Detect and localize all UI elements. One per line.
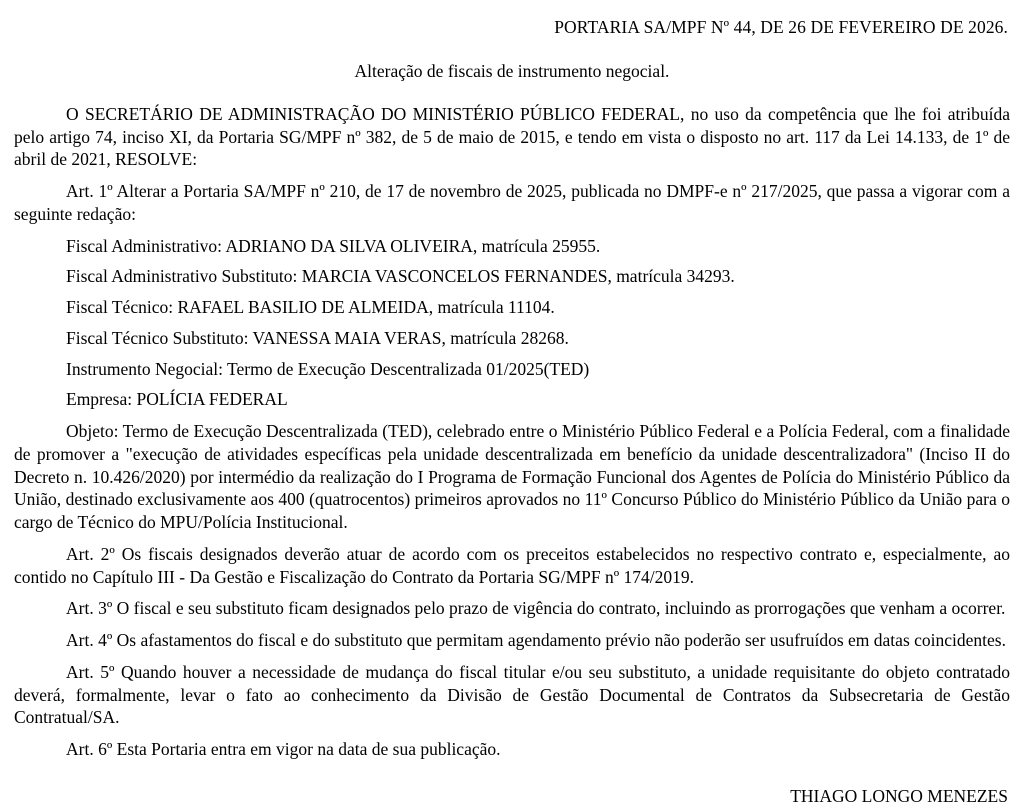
list-item: Empresa: POLÍCIA FEDERAL xyxy=(66,389,288,410)
document-subtitle: Alteração de fiscais de instrumento negocial. xyxy=(354,61,670,82)
article-4-paragraph: Art. 4º Os afastamentos do fiscal e do substituto que permitam agendamento prévio não poderão ser usufruídos em datas coincidentes. xyxy=(66,630,1006,651)
list-item: Fiscal Administrativo: ADRIANO DA SILVA OLIVEIRA, matrícula 25955. xyxy=(66,235,601,256)
list-item: Fiscal Administrativo Substituto: MARCIA VASCONCELOS FERNANDES, matrícula 34293. xyxy=(66,266,735,287)
article-1-paragraph: Art. 1º Alterar a Portaria SA/MPF nº 210, de 17 de novembro de 2025, publicada no DMPF-e nº 217/2025, que passa a vigorar com a seguinte redação: xyxy=(14,181,1010,224)
list-item: Fiscal Técnico Substituto: VANESSA MAIA VERAS, matrícula 28268. xyxy=(66,327,569,348)
article-3-paragraph: Art. 3º O fiscal e seu substituto ficam designados pelo prazo de vigência do contrato, incluindo as prorrogações que venham a ocorrer. xyxy=(66,598,1006,619)
objeto-paragraph: Objeto: Termo de Execução Descentralizada (TED), celebrado entre o Ministério Público Federal e a Polícia Federal, com a finalidade de promover a "execução de atividades específicas pela unidade descentralizada em benefício da unidade descentralizadora" (Inciso II do Decreto n. 10.426/2020) por intermédio da realização do I Programa de Formação Funcional dos Agentes de Polícia do Ministério Público da União, destinado exclusivamente aos 400 (quatrocentos) primeiros aprovados no 11º Concurso Público do Ministério Público da União para o cargo de Técnico do MPU/Polícia Institucional. xyxy=(14,421,1010,533)
signature-name: THIAGO LONGO MENEZES xyxy=(790,785,1008,806)
page-title: PORTARIA SA/MPF Nº 44, DE 26 DE FEVEREIRO DE 2026. xyxy=(554,17,1008,37)
list-item: Fiscal Técnico: RAFAEL BASILIO DE ALMEIDA, matrícula 11104. xyxy=(66,297,555,318)
article-6-paragraph: Art. 6º Esta Portaria entra em vigor na data de sua publicação. xyxy=(66,739,501,760)
preamble-paragraph: O SECRETÁRIO DE ADMINISTRAÇÃO DO MINISTÉRIO PÚBLICO FEDERAL, no uso da competência que lhe foi atribuída pelo artigo 74, inciso XI, da Portaria SG/MPF nº 382, de 5 de maio de 2015, e tendo em vista o disposto no art. 117 da Lei 14.133, de 1º de abril de 2021, RESOLVE: xyxy=(14,103,1010,170)
article-2-paragraph: Art. 2º Os fiscais designados deverão atuar de acordo com os preceitos estabelecidos no respectivo contrato e, especialmente, ao contido no Capítulo III - Da Gestão e Fiscalização do Contrato da Portaria SG/MPF nº 174/2019. xyxy=(14,543,1010,587)
list-item: Instrumento Negocial: Termo de Execução Descentralizada 01/2025(TED) xyxy=(66,358,590,379)
article-5-paragraph: Art. 5º Quando houver a necessidade de mudança do fiscal titular e/ou seu substituto, a unidade requisitante do objeto contratado deverá, formalmente, levar o fato ao conhecimento da Divisão de Gestão Documental de Contratos da Subsecretaria de Gestão Contratual/SA. xyxy=(14,661,1010,728)
